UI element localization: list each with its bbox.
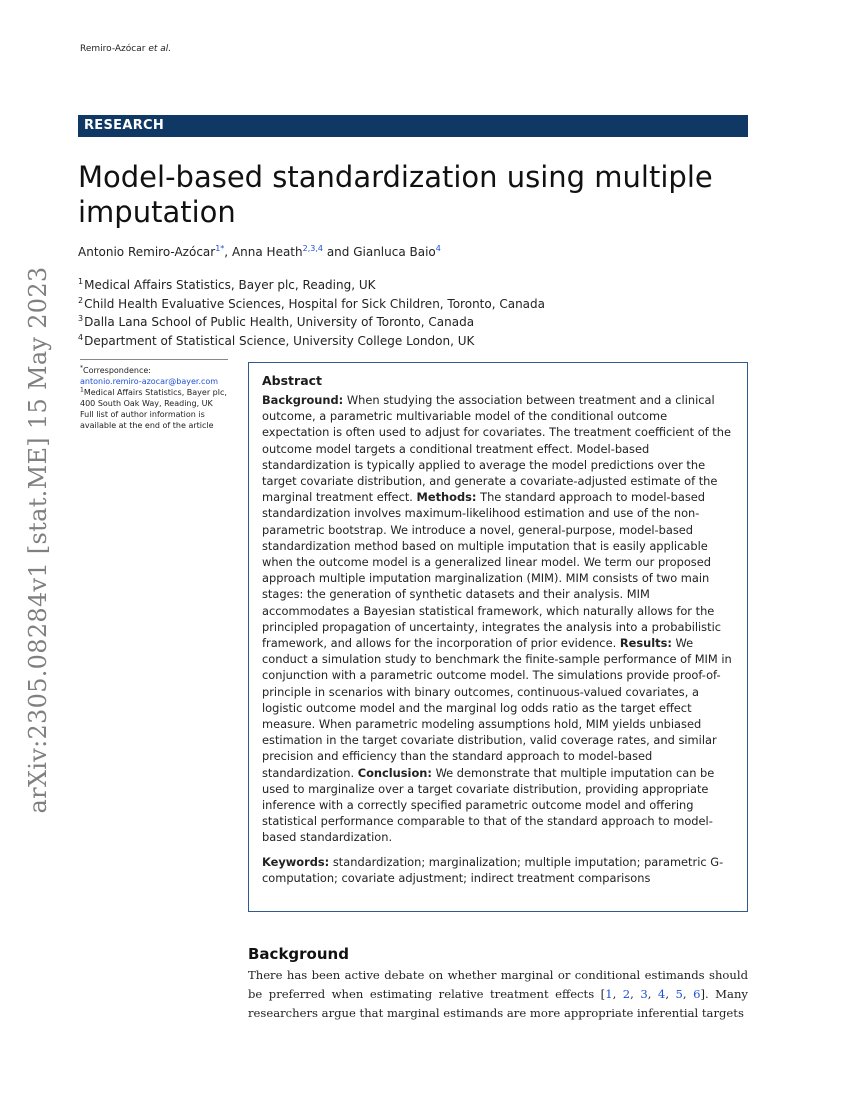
- keywords: [262, 854, 734, 886]
- citation-separator: ,: [665, 987, 676, 1001]
- results-label: Results:: [619, 636, 672, 651]
- affiliation-list: [78, 276, 545, 350]
- affiliation-text: Dalla Lana School of Public Health, University of Toronto, Canada: [84, 315, 475, 329]
- arxiv-identifier[interactable]: arXiv:2305.08284v1 [stat.ME] 15 May 2023: [24, 266, 52, 814]
- author-info-note: Full list of author information is available at the end of the article: [80, 410, 214, 430]
- citation-link[interactable]: 1: [605, 987, 613, 1001]
- methods-text: The standard approach to model-based standardization involves maximum-likelihood estimation and use of the non-parametric bootstrap. We introduce a novel, general-purpose, model-based standardization method based on multiple imputation that is easily applicable when the outcome model is a generalized linear model. We term our proposed approach multiple imputation marginalization (MIM). MIM consists of two main stages: the generation of synthetic datasets and their analysis. MIM accommodates a Bayesian statistical framework, which naturally allows for the principled propagation of uncertainty, integrates the analysis into a probabilistic framework, and allows for the incorporation of prior evidence.: [262, 490, 722, 651]
- background-text-end: ]. Many researchers argue that marginal estimands are more appropriate inferential targets: [248, 987, 748, 1020]
- keywords-text: standardization; marginalization; multiple imputation; parametric G-computation; covariate adjustment; indirect treatment comparisons: [262, 854, 724, 885]
- background-paragraph: [248, 966, 748, 1023]
- citation-separator: ,: [647, 987, 658, 1001]
- author-affiliation-link[interactable]: 4: [435, 244, 441, 253]
- methods-label: Methods:: [416, 490, 477, 505]
- address-number: 1: [80, 386, 84, 394]
- author-separator: ,: [224, 245, 229, 259]
- citation-link[interactable]: 5: [675, 987, 683, 1001]
- abstract-box: [248, 362, 748, 912]
- citation-separator: ,: [630, 987, 641, 1001]
- abstract-heading: Abstract: [262, 373, 323, 388]
- affiliation-item: [78, 313, 545, 332]
- author-affiliation-link[interactable]: 1*: [215, 244, 225, 253]
- background-text-start: There has been active debate on whether marginal or conditional estimands should be preferred when estimating relative treatment effects [: [248, 968, 748, 1001]
- affiliation-number: 2: [78, 295, 84, 305]
- correspondence-note: [80, 365, 232, 431]
- correspondence-address: Medical Affairs Statistics, Bayer plc, 400 South Oak Way, Reading, UK: [80, 388, 227, 408]
- author-name: Antonio Remiro-Azócar: [78, 245, 216, 259]
- citation-separator: ,: [682, 987, 694, 1001]
- running-head-etal: et al.: [148, 44, 172, 54]
- running-head: [80, 44, 171, 54]
- results-text: We conduct a simulation study to benchmark the finite-sample performance of MIM in conjunction with a parametric outcome model. The simulations provide proof-of-principle in scenarios with binary outcomes, continuous-valued covariates, a logistic outcome model and the marginal log odds ratio as the target effect measure. When parametric modeling assumptions hold, MIM yields unbiased estimation in the target covariate distribution, valid coverage rates, and similar precision and efficiency than the standard approach to model-based standardization.: [262, 636, 732, 780]
- background-heading: Background: [248, 945, 349, 963]
- keywords-label: Keywords:: [262, 854, 330, 869]
- conclusion-text: We demonstrate that multiple imputation can be used to marginalize over a target covariate distribution, providing appropriate inference with a correctly specified parametric outcome model and offering statistical performance comparable to that of the standard approach to model-based standardization.: [262, 765, 715, 845]
- background-label: Background:: [262, 393, 344, 407]
- citation-link[interactable]: 3: [640, 987, 648, 1001]
- correspondence-email-link[interactable]: antonio.remiro-azocar@bayer.com: [80, 377, 219, 386]
- author-name: Anna Heath: [231, 245, 303, 259]
- citation-link[interactable]: 4: [657, 987, 666, 1001]
- correspondence-label: Correspondence:: [83, 366, 151, 375]
- affiliation-text: Child Health Evaluative Sciences, Hospital for Sick Children, Toronto, Canada: [84, 296, 546, 311]
- affiliation-item: [78, 332, 545, 351]
- citation-link[interactable]: 6: [693, 987, 701, 1001]
- conclusion-label: Conclusion:: [357, 765, 432, 780]
- affiliation-item: [78, 276, 545, 295]
- affiliation-item: [78, 295, 545, 314]
- correspondence-mark: *: [80, 364, 83, 372]
- author-affiliation-link[interactable]: 2,3,4: [302, 244, 323, 253]
- running-head-author: Remiro-Azócar: [80, 44, 146, 54]
- section-label-banner: [78, 115, 748, 137]
- background-text: When studying the association between treatment and a clinical outcome, a parametric multivariable model of the conditional outcome expectation is often used to adjust for covariates. The treatment coefficient of the outcome model targets a conditional treatment effect. Model-based standardization is typically applied to average the model predictions over the target covariate distribution, and generate a covariate-adjusted estimate of the marginal treatment effect.: [262, 393, 732, 505]
- affiliation-text: Medical Affairs Statistics, Bayer plc, Reading, UK: [84, 278, 376, 292]
- affiliation-number: 1: [78, 277, 84, 286]
- author-name: Gianluca Baio: [353, 245, 436, 259]
- author-list: [78, 245, 441, 259]
- author-separator: and: [326, 245, 350, 259]
- abstract-body: [262, 392, 734, 846]
- section-label: RESEARCH: [84, 118, 165, 133]
- paper-title: Model-based standardization using multiple imputation: [78, 160, 713, 229]
- citation-link[interactable]: 2: [622, 987, 631, 1001]
- affiliation-number: 3: [78, 314, 84, 323]
- citation-separator: ,: [612, 987, 623, 1001]
- affiliation-number: 4: [78, 332, 84, 342]
- sidenote-divider: [80, 359, 228, 360]
- affiliation-text: Department of Statistical Science, University College London, UK: [84, 333, 475, 348]
